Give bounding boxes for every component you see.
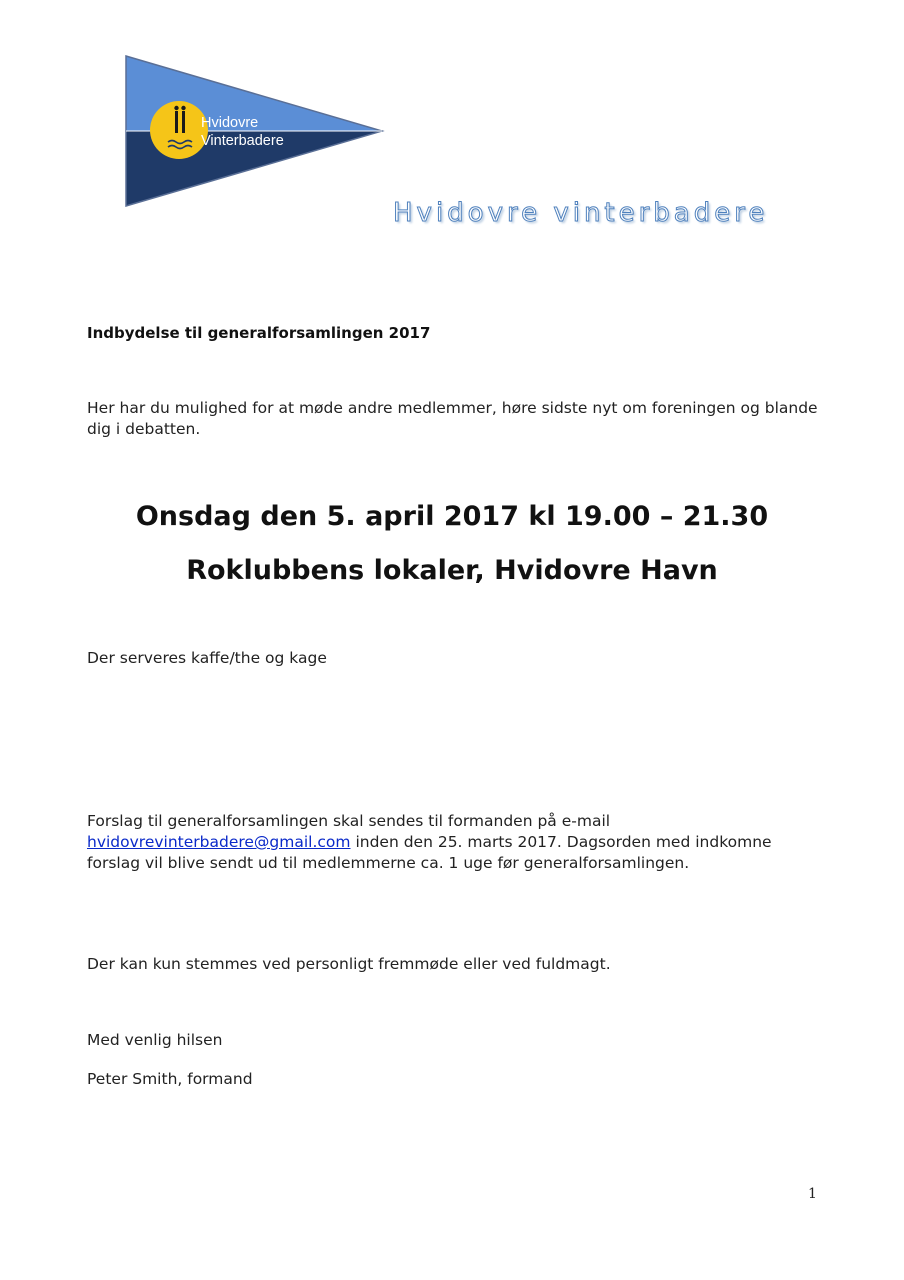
logo-line2: Vinterbadere [201, 133, 284, 149]
event-datetime: Onsdag den 5. april 2017 kl 19.00 – 21.30 [135, 501, 769, 532]
proposals-paragraph [87, 811, 787, 874]
proposals-text-after: inden den 25. marts 2017. Dagsorden med indkomne forslag vil blive sendt ud til medlemmerne ca. 1 uge før generalforsamlingen. [87, 833, 772, 872]
closing-signature: Peter Smith, formand [87, 1070, 253, 1088]
proposals-text-before: Forslag til generalforsamlingen skal sendes til formanden på e-mail [87, 812, 611, 830]
intro-paragraph: Her har du mulighed for at møde andre medlemmer, høre sidste nyt om foreningen og blande dig i debatten. [87, 399, 818, 438]
page-number: 1 [808, 1186, 817, 1202]
voting-text: Der kan kun stemmes ved personligt fremmøde eller ved fuldmagt. [87, 955, 611, 973]
banner-title: Hvidovre vinterbadere [393, 198, 769, 228]
invitation-heading: Indbydelse til generalforsamlingen 2017 [87, 324, 431, 342]
email-link[interactable]: hvidovrevinterbadere@gmail.com [87, 833, 351, 851]
logo-line1: Hvidovre [201, 115, 259, 131]
refreshments-text: Der serveres kaffe/the og kage [87, 649, 327, 667]
event-location: Roklubbens lokaler, Hvidovre Havn [186, 555, 718, 586]
sun-icon [150, 101, 208, 159]
club-pennant-logo [124, 54, 386, 208]
closing-greeting: Med venlig hilsen [87, 1031, 223, 1049]
